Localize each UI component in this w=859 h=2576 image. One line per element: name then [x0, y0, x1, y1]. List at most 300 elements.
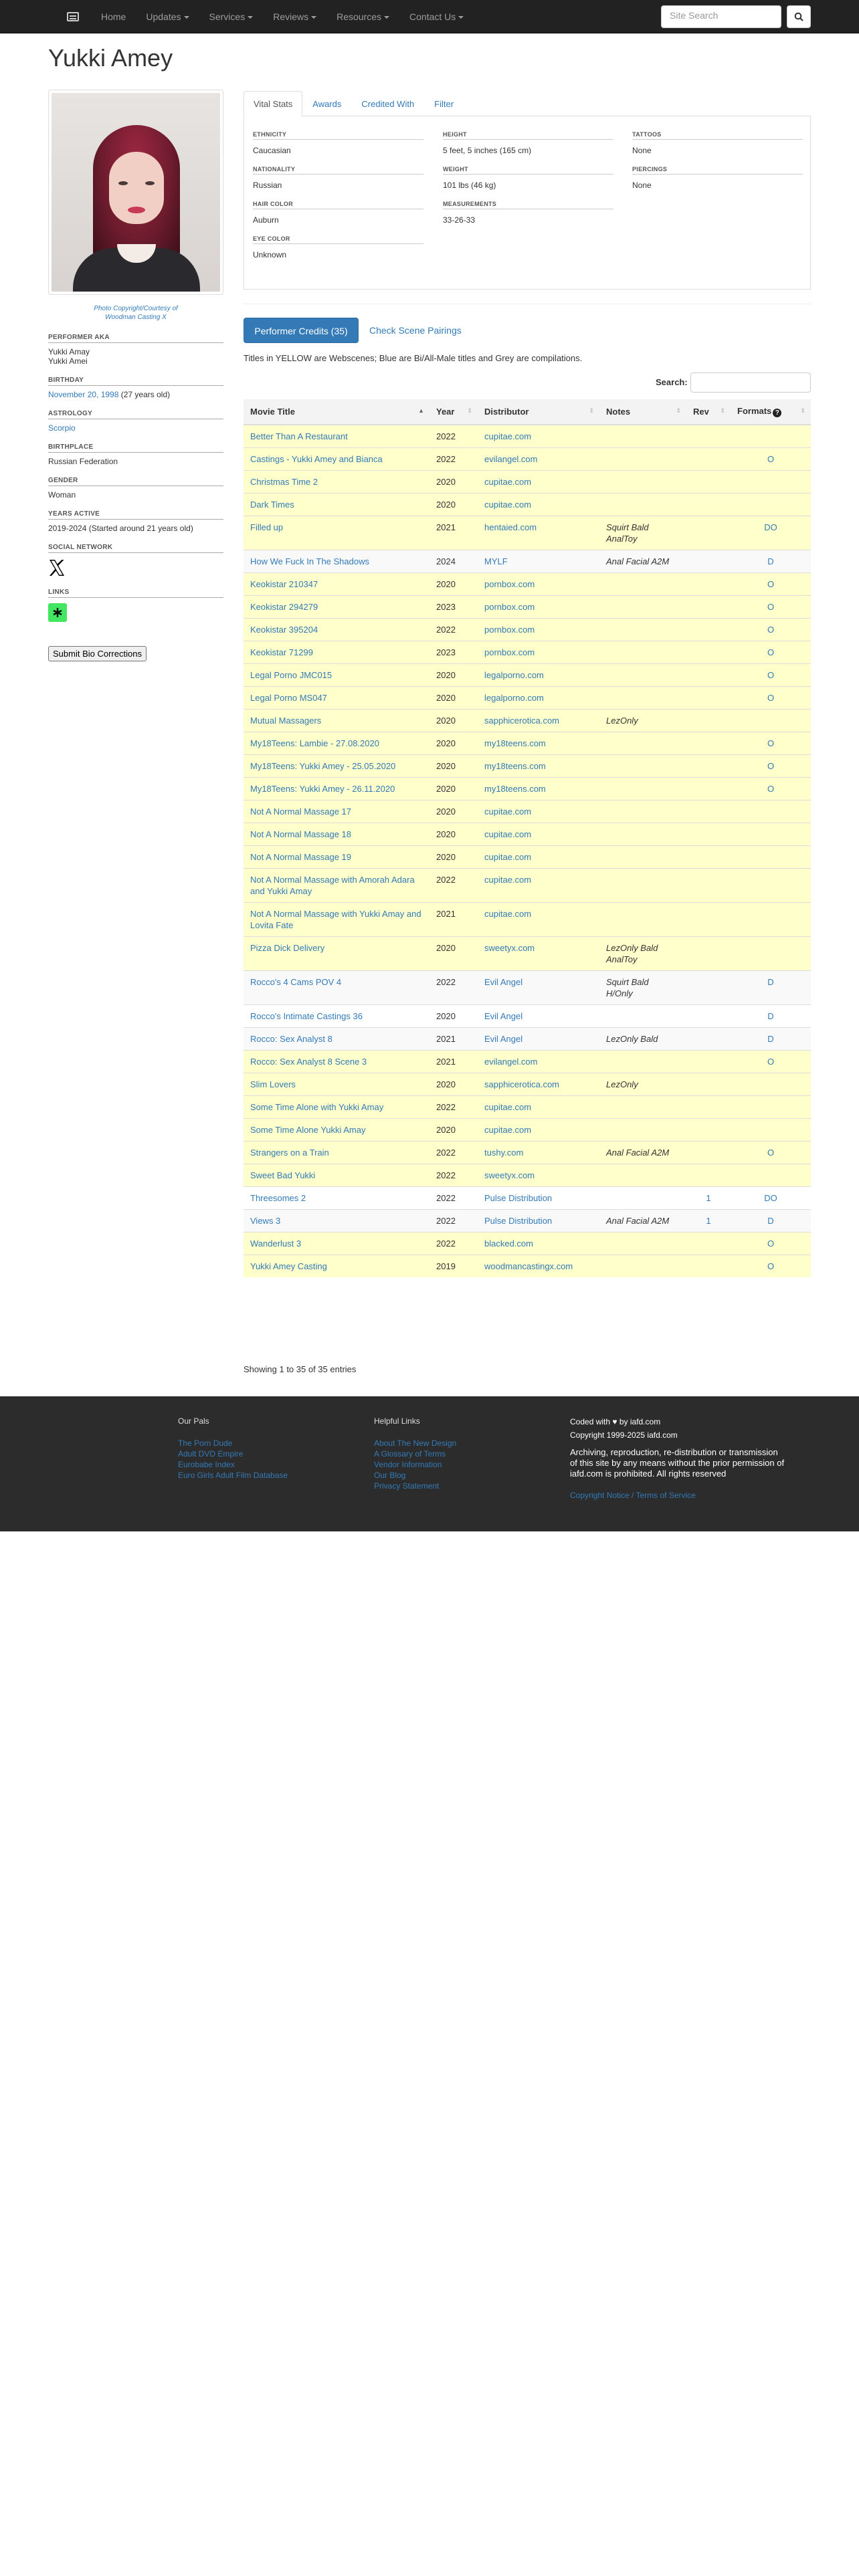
distributor-link[interactable] [478, 1164, 599, 1187]
distributor-link[interactable] [478, 937, 599, 971]
formats-cell[interactable] [731, 619, 811, 641]
year-cell-text: 2020 [436, 829, 456, 839]
credits-table-wrapper [244, 399, 811, 1277]
movie-title-link[interactable] [244, 710, 430, 732]
movie-title-link-text: Not A Normal Massage 18 [250, 829, 352, 839]
col-rev-label: Rev [693, 407, 709, 417]
movie-title-link-text: Castings - Yukki Amey and Bianca [250, 454, 383, 464]
notice-line: of this site by any means without the prior permission of [570, 1458, 785, 1468]
formats-cell[interactable] [731, 1187, 811, 1210]
performer-name: Yukki Amey [48, 44, 173, 72]
movie-title-link-text: Not A Normal Massage 19 [250, 852, 352, 862]
movie-title-link[interactable] [244, 971, 430, 1005]
movie-title-link[interactable] [244, 1119, 430, 1142]
year-cell [430, 1096, 478, 1119]
footer-link[interactable]: Vendor Information [374, 1460, 442, 1469]
nav-resources[interactable] [326, 0, 399, 33]
distributor-link[interactable] [478, 1210, 599, 1232]
col-year[interactable] [430, 399, 478, 425]
gender-value: Woman [48, 490, 76, 500]
movie-title-link-text: Strangers on a Train [250, 1148, 329, 1158]
movie-title-link-text: My18Teens: Lambie - 27.08.2020 [250, 738, 379, 748]
formats-cell-text: O [767, 670, 775, 680]
movie-title-link[interactable] [244, 1232, 430, 1255]
table-row [244, 971, 811, 1005]
formats-cell[interactable] [731, 1210, 811, 1232]
table-row [244, 778, 811, 800]
col-distributor[interactable] [478, 399, 599, 425]
notes-cell [599, 641, 686, 664]
distributor-link[interactable] [478, 494, 599, 516]
formats-cell[interactable] [731, 641, 811, 664]
formats-cell[interactable] [731, 1232, 811, 1255]
formats-cell-text: O [767, 1057, 775, 1067]
formats-cell[interactable] [731, 1142, 811, 1164]
links-heading: LINKS [48, 588, 223, 598]
vitals-col-1 [253, 131, 423, 270]
formats-cell[interactable] [731, 755, 811, 778]
distributor-link[interactable] [478, 550, 599, 573]
year-cell [430, 1164, 478, 1187]
color-legend-note: Titles in YELLOW are Webscenes; Blue are Bi/All-Male titles and Grey are compilations. [244, 353, 583, 363]
notes-cell [599, 903, 686, 937]
table-row [244, 800, 811, 823]
year-cell-text: 2020 [436, 784, 456, 794]
movie-title-link[interactable] [244, 1028, 430, 1051]
rev-cell [686, 800, 731, 823]
tattoos-label: TATTOOS [632, 131, 803, 140]
notes-cell [599, 846, 686, 869]
movie-title-link[interactable] [244, 778, 430, 800]
formats-cell[interactable] [731, 1051, 811, 1073]
formats-cell-text: DO [764, 522, 777, 532]
table-row [244, 1142, 811, 1164]
year-cell-text: 2020 [436, 852, 456, 862]
notes-cell [599, 710, 686, 732]
table-row [244, 1164, 811, 1187]
movie-title-link[interactable] [244, 1187, 430, 1210]
site-search-input[interactable]: Site Search [661, 5, 781, 28]
year-cell-text: 2020 [436, 807, 456, 817]
astrology-heading: ASTROLOGY [48, 410, 223, 419]
distributor-link[interactable] [478, 448, 599, 471]
movie-title-link[interactable] [244, 619, 430, 641]
distributor-link[interactable] [478, 641, 599, 664]
distributor-link-text: sapphicerotica.com [484, 1079, 559, 1089]
distributor-link[interactable] [478, 1255, 599, 1278]
year-cell-text: 2020 [436, 738, 456, 748]
birthplace-heading: BIRTHPLACE [48, 443, 223, 453]
year-cell-text: 2023 [436, 602, 456, 612]
distributor-link[interactable] [478, 823, 599, 846]
table-row [244, 1028, 811, 1051]
movie-title-link[interactable] [244, 471, 430, 494]
piercings-label: PIERCINGS [632, 166, 803, 175]
distributor-link-text: cupitae.com [484, 829, 532, 839]
col-movie-title[interactable] [244, 399, 430, 425]
distributor-link-text: cupitae.com [484, 807, 532, 817]
headshot-photo [48, 90, 223, 295]
distributor-link[interactable] [478, 619, 599, 641]
movie-title-link[interactable] [244, 1255, 430, 1278]
rev-cell [686, 471, 731, 494]
formats-cell-text: D [767, 556, 774, 566]
movie-title-link[interactable] [244, 1051, 430, 1073]
rev-cell [686, 1096, 731, 1119]
search-icon [794, 12, 803, 21]
footer-link[interactable]: Our Blog [374, 1471, 406, 1480]
distributor-link[interactable] [478, 1028, 599, 1051]
photo-credit[interactable] [48, 304, 223, 322]
distributor-link-text: my18teens.com [484, 784, 546, 794]
x-twitter-icon[interactable] [48, 558, 66, 577]
linktree-icon[interactable] [48, 603, 67, 622]
distributor-link[interactable] [478, 732, 599, 755]
caret-down-icon [458, 16, 464, 19]
year-cell-text: 2020 [436, 579, 456, 589]
formats-cell-text: D [767, 1011, 774, 1021]
movie-title-link[interactable] [244, 1073, 430, 1096]
distributor-link[interactable] [478, 903, 599, 937]
distributor-link[interactable] [478, 1142, 599, 1164]
notes-cell [599, 778, 686, 800]
rev-cell [686, 710, 731, 732]
formats-cell [731, 710, 811, 732]
distributor-link[interactable] [478, 1119, 599, 1142]
nav-updates-label: Updates [146, 11, 181, 22]
year-cell-text: 2020 [436, 943, 456, 953]
year-cell [430, 937, 478, 971]
nav-home[interactable]: Home [101, 11, 126, 22]
movie-title-link[interactable] [244, 664, 430, 687]
year-cell [430, 471, 478, 494]
distributor-link-text: pornbox.com [484, 579, 535, 589]
distributor-link[interactable] [478, 596, 599, 619]
notes-cell [599, 1142, 686, 1164]
year-cell [430, 619, 478, 641]
movie-title-link-text: Some Time Alone Yukki Amay [250, 1125, 366, 1135]
movie-title-link[interactable] [244, 903, 430, 937]
distributor-link[interactable] [478, 664, 599, 687]
table-row [244, 471, 811, 494]
distributor-link[interactable] [478, 516, 599, 550]
movie-title-link[interactable] [244, 516, 430, 550]
rev-cell [686, 1005, 731, 1028]
movie-title-link-text: My18Teens: Yukki Amey - 26.11.2020 [250, 784, 395, 794]
rev-cell [686, 550, 731, 573]
movie-title-link[interactable] [244, 448, 430, 471]
distributor-link-text: cupitae.com [484, 500, 532, 510]
rev-cell [686, 664, 731, 687]
movie-title-link-text: Rocco: Sex Analyst 8 Scene 3 [250, 1057, 367, 1067]
year-cell [430, 1255, 478, 1278]
tab-credited-with[interactable]: Credited With [361, 99, 415, 109]
heart-icon: ♥ [612, 1417, 617, 1426]
footer-link[interactable]: Adult DVD Empire [178, 1449, 244, 1459]
years-active-value: 2019-2024 (Started around 21 years old) [48, 524, 193, 533]
movie-title-link[interactable] [244, 755, 430, 778]
table-row [244, 596, 811, 619]
movie-title-link-text: Threesomes 2 [250, 1193, 306, 1203]
movie-title-link[interactable] [244, 494, 430, 516]
movie-title-link-text: My18Teens: Yukki Amey - 25.05.2020 [250, 761, 396, 771]
formats-cell[interactable] [731, 550, 811, 573]
gender-heading: GENDER [48, 477, 223, 486]
formats-cell-text: O [767, 602, 775, 612]
site-logo-icon[interactable] [67, 12, 79, 21]
site-footer [0, 1396, 859, 1531]
formats-cell [731, 823, 811, 846]
weight-value: 101 lbs (46 kg) [443, 181, 496, 190]
movie-title-link-text: Slim Lovers [250, 1079, 296, 1089]
col-year-label: Year [436, 407, 455, 417]
table-row [244, 846, 811, 869]
movie-title-link[interactable] [244, 1096, 430, 1119]
table-row [244, 573, 811, 596]
measurements-label: MEASUREMENTS [443, 201, 613, 209]
distributor-link[interactable] [478, 687, 599, 710]
formats-cell-text: O [767, 1261, 775, 1271]
submit-bio-corrections-button[interactable]: Submit Bio Corrections [48, 646, 147, 661]
rev-cell [686, 1028, 731, 1051]
movie-title-link-text: Rocco's Intimate Castings 36 [250, 1011, 363, 1021]
rev-cell[interactable] [686, 1210, 731, 1232]
notes-cell [599, 596, 686, 619]
col-formats[interactable] [731, 399, 811, 425]
formats-cell[interactable] [731, 732, 811, 755]
check-scene-pairings-link[interactable]: Check Scene Pairings [369, 325, 462, 336]
formats-cell[interactable] [731, 448, 811, 471]
notes-cell [599, 619, 686, 641]
notes-cell [599, 1028, 686, 1051]
nav-updates[interactable] [136, 0, 199, 33]
rev-cell [686, 1051, 731, 1073]
movie-title-link-text: Rocco: Sex Analyst 8 [250, 1034, 332, 1044]
notes-cell-text: Anal Facial A2M [606, 1148, 670, 1158]
movie-title-link-text: Christmas Time 2 [250, 477, 318, 487]
help-question-icon[interactable]: ? [773, 409, 781, 417]
year-cell-text: 2020 [436, 1011, 456, 1021]
formats-cell[interactable] [731, 573, 811, 596]
footer-link[interactable]: The Porn Dude [178, 1438, 233, 1448]
footer-link[interactable]: A Glossary of Terms [374, 1449, 446, 1459]
table-row [244, 1073, 811, 1096]
rev-cell [686, 687, 731, 710]
distributor-link-text: my18teens.com [484, 738, 546, 748]
rev-cell [686, 494, 731, 516]
distributor-link-text: MYLF [484, 556, 508, 566]
movie-title-link[interactable] [244, 846, 430, 869]
movie-title-link[interactable] [244, 937, 430, 971]
distributor-link-text: cupitae.com [484, 1102, 532, 1112]
formats-cell [731, 1073, 811, 1096]
distributor-link[interactable] [478, 573, 599, 596]
rev-cell [686, 1142, 731, 1164]
distributor-link[interactable] [478, 778, 599, 800]
movie-title-link[interactable] [244, 1210, 430, 1232]
notes-cell [599, 573, 686, 596]
distributor-link-text: blacked.com [484, 1239, 533, 1249]
nav-services[interactable] [199, 0, 264, 33]
movie-title-link-text: Filled up [250, 522, 284, 532]
caret-down-icon [311, 16, 316, 19]
formats-cell[interactable] [731, 596, 811, 619]
movie-title-link[interactable] [244, 869, 430, 903]
distributor-link[interactable] [478, 846, 599, 869]
movie-title-link[interactable] [244, 732, 430, 755]
rev-cell [686, 903, 731, 937]
formats-cell[interactable] [731, 971, 811, 1005]
notes-cell-text: LezOnly [606, 716, 638, 726]
table-search-input[interactable] [690, 372, 811, 393]
notes-cell [599, 971, 686, 1005]
formats-cell[interactable] [731, 664, 811, 687]
astrology-link[interactable]: Scorpio [48, 423, 76, 433]
movie-title-link[interactable] [244, 641, 430, 664]
formats-cell[interactable] [731, 1255, 811, 1278]
formats-cell [731, 494, 811, 516]
terms-link[interactable]: Copyright Notice / Terms of Service [570, 1491, 696, 1500]
formats-cell[interactable] [731, 687, 811, 710]
col-rev[interactable] [686, 399, 731, 425]
distributor-link[interactable] [478, 1187, 599, 1210]
distributor-link-text: pornbox.com [484, 647, 535, 657]
notes-cell [599, 664, 686, 687]
footer-link[interactable]: About The New Design [374, 1438, 457, 1448]
notes-cell-text: LezOnly [606, 1079, 638, 1089]
movie-title-link-text: Better Than A Restaurant [250, 431, 348, 441]
distributor-link-text: cupitae.com [484, 852, 532, 862]
distributor-link[interactable] [478, 425, 599, 448]
notes-cell-text: LezOnly Bald AnalToy [606, 943, 658, 964]
formats-cell[interactable] [731, 1028, 811, 1051]
footer-link[interactable]: Eurobabe Index [178, 1460, 235, 1469]
formats-cell[interactable] [731, 516, 811, 550]
year-cell [430, 1051, 478, 1073]
tab-vital-stats[interactable]: Vital Stats [244, 91, 302, 116]
col-notes-label: Notes [606, 407, 631, 417]
distributor-link-text: Evil Angel [484, 977, 523, 987]
movie-title-link-text: Pizza Dick Delivery [250, 943, 325, 953]
movie-title-link[interactable] [244, 1164, 430, 1187]
movie-title-link-text: Sweet Bad Yukki [250, 1170, 316, 1180]
aka-name: Yukki Amei [48, 356, 88, 366]
rev-cell [686, 1164, 731, 1187]
rev-cell [686, 641, 731, 664]
movie-title-link[interactable] [244, 596, 430, 619]
tab-filter[interactable]: Filter [434, 99, 454, 109]
movie-title-link-text: Keokistar 395204 [250, 625, 318, 635]
distributor-link-text: cupitae.com [484, 431, 532, 441]
formats-cell[interactable] [731, 778, 811, 800]
notes-cell [599, 869, 686, 903]
movie-title-link[interactable] [244, 550, 430, 573]
movie-title-link[interactable] [244, 1142, 430, 1164]
formats-cell-text: O [767, 625, 775, 635]
distributor-link[interactable] [478, 1005, 599, 1028]
distributor-link[interactable] [478, 471, 599, 494]
col-notes[interactable] [599, 399, 686, 425]
distributor-link[interactable] [478, 869, 599, 903]
distributor-link-text: sapphicerotica.com [484, 716, 559, 726]
vital-stats-panel [244, 116, 811, 290]
year-cell-text: 2021 [436, 1057, 456, 1067]
table-row [244, 1232, 811, 1255]
distributor-link-text: cupitae.com [484, 909, 532, 919]
distributor-link[interactable] [478, 1096, 599, 1119]
search-button[interactable] [787, 5, 811, 28]
rev-cell-text: 1 [706, 1216, 711, 1226]
performer-credits-button[interactable]: Performer Credits (35) [244, 318, 359, 343]
table-row [244, 687, 811, 710]
distributor-link[interactable] [478, 1073, 599, 1096]
notes-cell [599, 1164, 686, 1187]
footer-link[interactable]: Euro Girls Adult Film Database [178, 1471, 288, 1480]
distributor-link-text: Pulse Distribution [484, 1193, 553, 1203]
rev-cell [686, 448, 731, 471]
year-cell-text: 2022 [436, 1239, 456, 1249]
rev-cell [686, 755, 731, 778]
rev-cell [686, 1119, 731, 1142]
birthplace-value: Russian Federation [48, 457, 118, 466]
distributor-link[interactable] [478, 800, 599, 823]
distributor-link[interactable] [478, 1232, 599, 1255]
astrology-value [48, 423, 223, 433]
distributor-link-text: legalporno.com [484, 670, 544, 680]
movie-title-link[interactable] [244, 800, 430, 823]
year-cell [430, 755, 478, 778]
formats-cell[interactable] [731, 1005, 811, 1028]
movie-title-link[interactable] [244, 1005, 430, 1028]
rev-cell [686, 937, 731, 971]
distributor-link-text: pornbox.com [484, 625, 535, 635]
movie-title-link[interactable] [244, 425, 430, 448]
year-cell-text: 2021 [436, 522, 456, 532]
year-cell [430, 494, 478, 516]
rev-cell[interactable] [686, 1187, 731, 1210]
notes-cell [599, 494, 686, 516]
movie-title-link-text: Mutual Massagers [250, 716, 322, 726]
sort-asc-icon: ▲ [418, 407, 424, 414]
year-cell-text: 2024 [436, 556, 456, 566]
tab-awards[interactable]: Awards [312, 99, 342, 109]
year-cell-text: 2020 [436, 693, 456, 703]
nav-contact[interactable] [399, 0, 474, 33]
movie-title-link[interactable] [244, 573, 430, 596]
nav-reviews[interactable] [263, 0, 326, 33]
table-row [244, 1051, 811, 1073]
movie-title-link-text: Yukki Amey Casting [250, 1261, 327, 1271]
year-cell-text: 2022 [436, 1216, 456, 1226]
table-row [244, 494, 811, 516]
distributor-link[interactable] [478, 971, 599, 1005]
caret-down-icon [184, 16, 189, 19]
movie-title-link[interactable] [244, 823, 430, 846]
distributor-link[interactable] [478, 710, 599, 732]
distributor-link[interactable] [478, 1051, 599, 1073]
rev-cell [686, 1255, 731, 1278]
birthday-link[interactable]: November 20, 1998 [48, 390, 119, 399]
distributor-link[interactable] [478, 755, 599, 778]
footer-link[interactable]: Privacy Statement [374, 1481, 440, 1491]
year-cell [430, 448, 478, 471]
year-cell-text: 2022 [436, 625, 456, 635]
notes-cell [599, 823, 686, 846]
movie-title-link[interactable] [244, 687, 430, 710]
year-cell [430, 664, 478, 687]
nav-services-label: Services [209, 11, 246, 22]
formats-cell-text: O [767, 1239, 775, 1249]
